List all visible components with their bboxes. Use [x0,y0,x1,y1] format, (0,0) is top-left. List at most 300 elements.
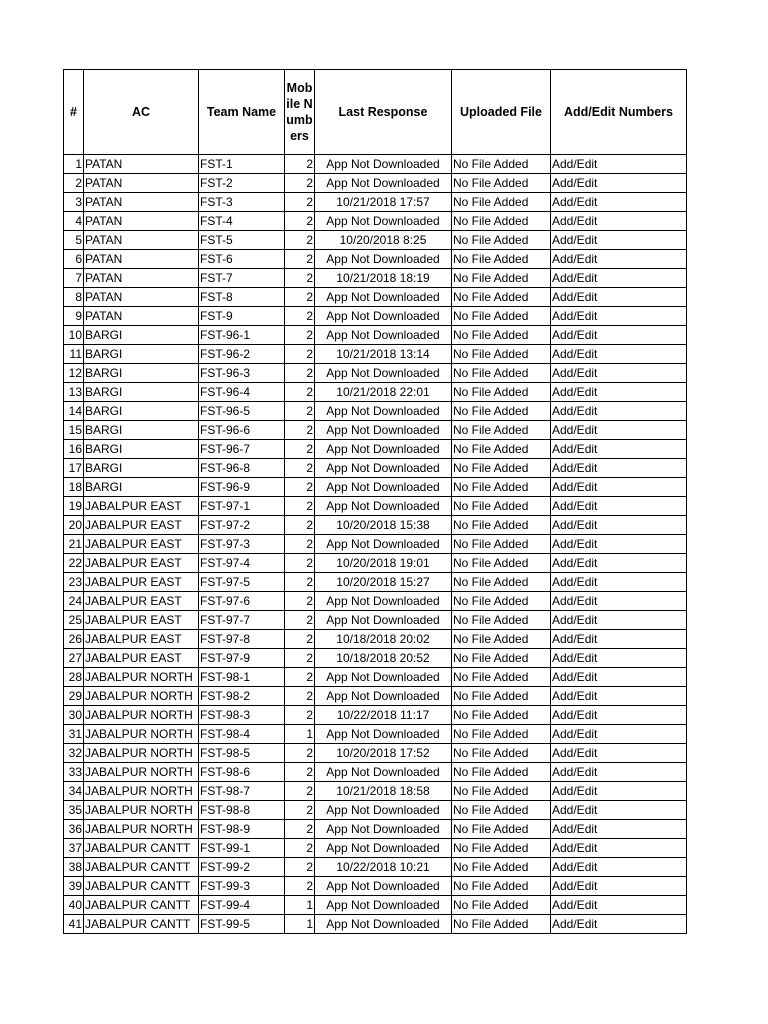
table-row [64,307,687,326]
ac-cell: JABALPUR CANTT [84,915,199,934]
last-response-cell: 10/21/2018 18:58 [315,782,452,801]
add-edit-link[interactable]: Add/Edit [551,421,687,440]
uploaded-file-cell: No File Added [452,193,551,212]
row-number: 27 [64,649,84,668]
row-number: 38 [64,858,84,877]
last-response-cell: 10/20/2018 8:25 [315,231,452,250]
add-edit-link[interactable]: Add/Edit [551,174,687,193]
add-edit-link[interactable]: Add/Edit [551,896,687,915]
add-edit-link[interactable]: Add/Edit [551,592,687,611]
add-edit-link[interactable]: Add/Edit [551,383,687,402]
table-row [64,364,687,383]
table-row [64,592,687,611]
uploaded-file-cell: No File Added [452,554,551,573]
ac-cell: JABALPUR NORTH [84,801,199,820]
ac-cell: PATAN [84,269,199,288]
uploaded-file-cell: No File Added [452,497,551,516]
header-last-response: Last Response [315,70,452,155]
team-name-cell: FST-6 [199,250,285,269]
mobile-count-cell: 2 [285,573,315,592]
mobile-count-cell: 2 [285,687,315,706]
last-response-cell: App Not Downloaded [315,440,452,459]
table-row [64,573,687,592]
ac-cell: JABALPUR CANTT [84,896,199,915]
ac-cell: BARGI [84,440,199,459]
ac-cell: JABALPUR NORTH [84,744,199,763]
team-name-cell: FST-1 [199,155,285,174]
row-number: 8 [64,288,84,307]
row-number: 13 [64,383,84,402]
mobile-count-cell: 2 [285,231,315,250]
ac-cell: PATAN [84,193,199,212]
row-number: 2 [64,174,84,193]
mobile-count-cell: 2 [285,364,315,383]
table-row [64,535,687,554]
team-name-cell: FST-99-4 [199,896,285,915]
uploaded-file-cell: No File Added [452,668,551,687]
team-name-cell: FST-97-4 [199,554,285,573]
uploaded-file-cell: No File Added [452,478,551,497]
mobile-count-cell: 2 [285,174,315,193]
mobile-count-cell: 2 [285,326,315,345]
ac-cell: JABALPUR NORTH [84,668,199,687]
team-name-cell: FST-96-8 [199,459,285,478]
ac-cell: JABALPUR CANTT [84,877,199,896]
table-row [64,554,687,573]
team-name-cell: FST-8 [199,288,285,307]
mobile-count-cell: 2 [285,459,315,478]
last-response-cell: App Not Downloaded [315,611,452,630]
row-number: 21 [64,535,84,554]
uploaded-file-cell: No File Added [452,212,551,231]
team-name-cell: FST-96-2 [199,345,285,364]
row-number: 23 [64,573,84,592]
table-row [64,269,687,288]
team-name-cell: FST-96-7 [199,440,285,459]
add-edit-link[interactable]: Add/Edit [551,687,687,706]
add-edit-link[interactable]: Add/Edit [551,478,687,497]
team-name-cell: FST-98-7 [199,782,285,801]
row-number: 12 [64,364,84,383]
table-row [64,383,687,402]
row-number: 29 [64,687,84,706]
team-name-cell: FST-4 [199,212,285,231]
header-ac: AC [84,70,199,155]
team-name-cell: FST-2 [199,174,285,193]
row-number: 11 [64,345,84,364]
add-edit-link[interactable]: Add/Edit [551,554,687,573]
header-number: # [64,70,84,155]
uploaded-file-cell: No File Added [452,364,551,383]
team-name-cell: FST-98-8 [199,801,285,820]
uploaded-file-cell: No File Added [452,459,551,478]
last-response-cell: App Not Downloaded [315,801,452,820]
add-edit-link[interactable]: Add/Edit [551,725,687,744]
row-number: 16 [64,440,84,459]
team-name-cell: FST-97-6 [199,592,285,611]
team-name-cell: FST-98-2 [199,687,285,706]
mobile-count-cell: 2 [285,478,315,497]
table-row [64,421,687,440]
table-row [64,896,687,915]
table-row [64,839,687,858]
row-number: 19 [64,497,84,516]
row-number: 10 [64,326,84,345]
table-header [64,70,687,155]
mobile-count-cell: 2 [285,516,315,535]
last-response-cell: App Not Downloaded [315,459,452,478]
last-response-cell: App Not Downloaded [315,535,452,554]
add-edit-link[interactable]: Add/Edit [551,250,687,269]
uploaded-file-cell: No File Added [452,801,551,820]
team-name-cell: FST-96-3 [199,364,285,383]
row-number: 26 [64,630,84,649]
ac-cell: BARGI [84,478,199,497]
add-edit-link[interactable]: Add/Edit [551,459,687,478]
add-edit-link[interactable]: Add/Edit [551,877,687,896]
team-name-cell: FST-99-3 [199,877,285,896]
row-number: 17 [64,459,84,478]
table-row [64,744,687,763]
last-response-cell: 10/21/2018 18:19 [315,269,452,288]
last-response-cell: App Not Downloaded [315,915,452,934]
table-row [64,402,687,421]
uploaded-file-cell: No File Added [452,687,551,706]
team-name-cell: FST-96-6 [199,421,285,440]
header-add-edit-numbers: Add/Edit Numbers [551,70,687,155]
table-row [64,231,687,250]
uploaded-file-cell: No File Added [452,649,551,668]
last-response-cell: 10/20/2018 19:01 [315,554,452,573]
ac-cell: JABALPUR EAST [84,516,199,535]
uploaded-file-cell: No File Added [452,231,551,250]
row-number: 6 [64,250,84,269]
mobile-count-cell: 2 [285,269,315,288]
last-response-cell: App Not Downloaded [315,896,452,915]
add-edit-link[interactable]: Add/Edit [551,155,687,174]
ac-cell: JABALPUR EAST [84,497,199,516]
table-row [64,706,687,725]
uploaded-file-cell: No File Added [452,611,551,630]
add-edit-link[interactable]: Add/Edit [551,212,687,231]
row-number: 7 [64,269,84,288]
last-response-cell: 10/20/2018 17:52 [315,744,452,763]
row-number: 24 [64,592,84,611]
add-edit-link[interactable]: Add/Edit [551,364,687,383]
ac-cell: BARGI [84,364,199,383]
ac-cell: PATAN [84,174,199,193]
table-row [64,763,687,782]
row-number: 4 [64,212,84,231]
add-edit-link[interactable]: Add/Edit [551,231,687,250]
ac-cell: JABALPUR NORTH [84,782,199,801]
team-name-cell: FST-98-6 [199,763,285,782]
team-name-cell: FST-97-7 [199,611,285,630]
mobile-count-cell: 2 [285,345,315,364]
add-edit-link[interactable]: Add/Edit [551,668,687,687]
add-edit-link[interactable]: Add/Edit [551,573,687,592]
table-row [64,649,687,668]
ac-cell: JABALPUR NORTH [84,725,199,744]
mobile-count-cell: 2 [285,592,315,611]
header-row [64,70,687,155]
table-row [64,345,687,364]
uploaded-file-cell: No File Added [452,383,551,402]
add-edit-link[interactable]: Add/Edit [551,193,687,212]
table-row [64,212,687,231]
ac-cell: PATAN [84,212,199,231]
ac-cell: JABALPUR NORTH [84,763,199,782]
add-edit-link[interactable]: Add/Edit [551,307,687,326]
last-response-cell: App Not Downloaded [315,421,452,440]
add-edit-link[interactable]: Add/Edit [551,326,687,345]
ac-cell: PATAN [84,231,199,250]
team-name-cell: FST-97-3 [199,535,285,554]
table-row [64,877,687,896]
uploaded-file-cell: No File Added [452,877,551,896]
uploaded-file-cell: No File Added [452,288,551,307]
team-table [63,69,687,934]
row-number: 30 [64,706,84,725]
team-name-cell: FST-99-1 [199,839,285,858]
add-edit-link[interactable]: Add/Edit [551,820,687,839]
last-response-cell: App Not Downloaded [315,212,452,231]
mobile-count-cell: 2 [285,858,315,877]
row-number: 22 [64,554,84,573]
add-edit-link[interactable]: Add/Edit [551,839,687,858]
team-name-cell: FST-9 [199,307,285,326]
row-number: 15 [64,421,84,440]
add-edit-link[interactable]: Add/Edit [551,535,687,554]
table-row [64,630,687,649]
add-edit-link[interactable]: Add/Edit [551,706,687,725]
table-row [64,858,687,877]
last-response-cell: App Not Downloaded [315,402,452,421]
last-response-cell: App Not Downloaded [315,592,452,611]
ac-cell: JABALPUR EAST [84,630,199,649]
table-row [64,668,687,687]
ac-cell: JABALPUR EAST [84,554,199,573]
mobile-count-cell: 2 [285,193,315,212]
add-edit-link[interactable]: Add/Edit [551,630,687,649]
last-response-cell: App Not Downloaded [315,763,452,782]
last-response-cell: App Not Downloaded [315,478,452,497]
row-number: 9 [64,307,84,326]
table-row [64,478,687,497]
ac-cell: PATAN [84,288,199,307]
mobile-count-cell: 2 [285,877,315,896]
table-row [64,440,687,459]
ac-cell: PATAN [84,155,199,174]
add-edit-link[interactable]: Add/Edit [551,801,687,820]
last-response-cell: App Not Downloaded [315,687,452,706]
add-edit-link[interactable]: Add/Edit [551,402,687,421]
add-edit-link[interactable]: Add/Edit [551,858,687,877]
mobile-count-cell: 2 [285,307,315,326]
mobile-count-cell: 1 [285,915,315,934]
table-row [64,497,687,516]
add-edit-link[interactable]: Add/Edit [551,915,687,934]
last-response-cell: 10/20/2018 15:27 [315,573,452,592]
uploaded-file-cell: No File Added [452,326,551,345]
uploaded-file-cell: No File Added [452,174,551,193]
table-row [64,516,687,535]
team-name-cell: FST-96-9 [199,478,285,497]
mobile-count-cell: 2 [285,706,315,725]
ac-cell: PATAN [84,307,199,326]
table-row [64,459,687,478]
header-uploaded-file: Uploaded File [452,70,551,155]
mobile-count-cell: 2 [285,763,315,782]
team-name-cell: FST-96-5 [199,402,285,421]
header-mobile-numbers: Mobile Numbers [285,70,315,155]
add-edit-link[interactable]: Add/Edit [551,497,687,516]
mobile-count-cell: 2 [285,782,315,801]
uploaded-file-cell: No File Added [452,421,551,440]
table-row [64,801,687,820]
add-edit-link[interactable]: Add/Edit [551,649,687,668]
table-row [64,155,687,174]
team-name-cell: FST-97-9 [199,649,285,668]
row-number: 34 [64,782,84,801]
row-number: 31 [64,725,84,744]
team-name-cell: FST-5 [199,231,285,250]
header-team-name: Team Name [199,70,285,155]
last-response-cell: 10/21/2018 13:14 [315,345,452,364]
mobile-count-cell: 2 [285,820,315,839]
mobile-count-cell: 2 [285,535,315,554]
mobile-count-cell: 2 [285,155,315,174]
add-edit-link[interactable]: Add/Edit [551,744,687,763]
ac-cell: JABALPUR NORTH [84,687,199,706]
mobile-count-cell: 2 [285,497,315,516]
uploaded-file-cell: No File Added [452,592,551,611]
row-number: 41 [64,915,84,934]
mobile-count-cell: 2 [285,744,315,763]
ac-cell: BARGI [84,421,199,440]
team-name-cell: FST-97-5 [199,573,285,592]
uploaded-file-cell: No File Added [452,535,551,554]
uploaded-file-cell: No File Added [452,250,551,269]
mobile-count-cell: 2 [285,383,315,402]
last-response-cell: App Not Downloaded [315,174,452,193]
last-response-cell: App Not Downloaded [315,839,452,858]
ac-cell: JABALPUR NORTH [84,820,199,839]
ac-cell: JABALPUR CANTT [84,858,199,877]
ac-cell: BARGI [84,383,199,402]
last-response-cell: App Not Downloaded [315,725,452,744]
last-response-cell: App Not Downloaded [315,288,452,307]
ac-cell: JABALPUR EAST [84,573,199,592]
table-row [64,193,687,212]
last-response-cell: 10/22/2018 11:17 [315,706,452,725]
uploaded-file-cell: No File Added [452,763,551,782]
add-edit-link[interactable]: Add/Edit [551,440,687,459]
uploaded-file-cell: No File Added [452,573,551,592]
mobile-count-cell: 2 [285,288,315,307]
ac-cell: JABALPUR EAST [84,592,199,611]
mobile-count-cell: 2 [285,212,315,231]
mobile-count-cell: 2 [285,402,315,421]
row-number: 3 [64,193,84,212]
uploaded-file-cell: No File Added [452,402,551,421]
team-name-cell: FST-98-9 [199,820,285,839]
uploaded-file-cell: No File Added [452,839,551,858]
add-edit-link[interactable]: Add/Edit [551,269,687,288]
add-edit-link[interactable]: Add/Edit [551,782,687,801]
uploaded-file-cell: No File Added [452,345,551,364]
add-edit-link[interactable]: Add/Edit [551,345,687,364]
table-row [64,782,687,801]
mobile-count-cell: 1 [285,725,315,744]
last-response-cell: App Not Downloaded [315,364,452,383]
row-number: 36 [64,820,84,839]
team-name-cell: FST-98-1 [199,668,285,687]
mobile-count-cell: 2 [285,649,315,668]
uploaded-file-cell: No File Added [452,915,551,934]
mobile-count-cell: 1 [285,896,315,915]
uploaded-file-cell: No File Added [452,725,551,744]
last-response-cell: App Not Downloaded [315,250,452,269]
team-name-cell: FST-96-1 [199,326,285,345]
last-response-cell: App Not Downloaded [315,326,452,345]
last-response-cell: App Not Downloaded [315,877,452,896]
uploaded-file-cell: No File Added [452,744,551,763]
table-row [64,250,687,269]
row-number: 25 [64,611,84,630]
table-row [64,915,687,934]
row-number: 35 [64,801,84,820]
team-name-cell: FST-98-3 [199,706,285,725]
row-number: 37 [64,839,84,858]
ac-cell: JABALPUR EAST [84,535,199,554]
add-edit-link[interactable]: Add/Edit [551,288,687,307]
last-response-cell: 10/21/2018 17:57 [315,193,452,212]
last-response-cell: 10/20/2018 15:38 [315,516,452,535]
last-response-cell: App Not Downloaded [315,497,452,516]
mobile-count-cell: 2 [285,250,315,269]
last-response-cell: App Not Downloaded [315,668,452,687]
row-number: 18 [64,478,84,497]
row-number: 5 [64,231,84,250]
team-name-cell: FST-97-8 [199,630,285,649]
row-number: 1 [64,155,84,174]
last-response-cell: App Not Downloaded [315,307,452,326]
add-edit-link[interactable]: Add/Edit [551,516,687,535]
team-name-cell: FST-98-4 [199,725,285,744]
uploaded-file-cell: No File Added [452,269,551,288]
table-row [64,725,687,744]
table-row [64,174,687,193]
uploaded-file-cell: No File Added [452,820,551,839]
team-table-sheet [63,69,686,934]
uploaded-file-cell: No File Added [452,896,551,915]
ac-cell: JABALPUR EAST [84,649,199,668]
ac-cell: BARGI [84,345,199,364]
add-edit-link[interactable]: Add/Edit [551,763,687,782]
mobile-count-cell: 2 [285,440,315,459]
ac-cell: JABALPUR NORTH [84,706,199,725]
table-row [64,820,687,839]
mobile-count-cell: 2 [285,611,315,630]
ac-cell: JABALPUR EAST [84,611,199,630]
row-number: 39 [64,877,84,896]
row-number: 32 [64,744,84,763]
ac-cell: BARGI [84,326,199,345]
table-row [64,326,687,345]
mobile-count-cell: 2 [285,839,315,858]
add-edit-link[interactable]: Add/Edit [551,611,687,630]
